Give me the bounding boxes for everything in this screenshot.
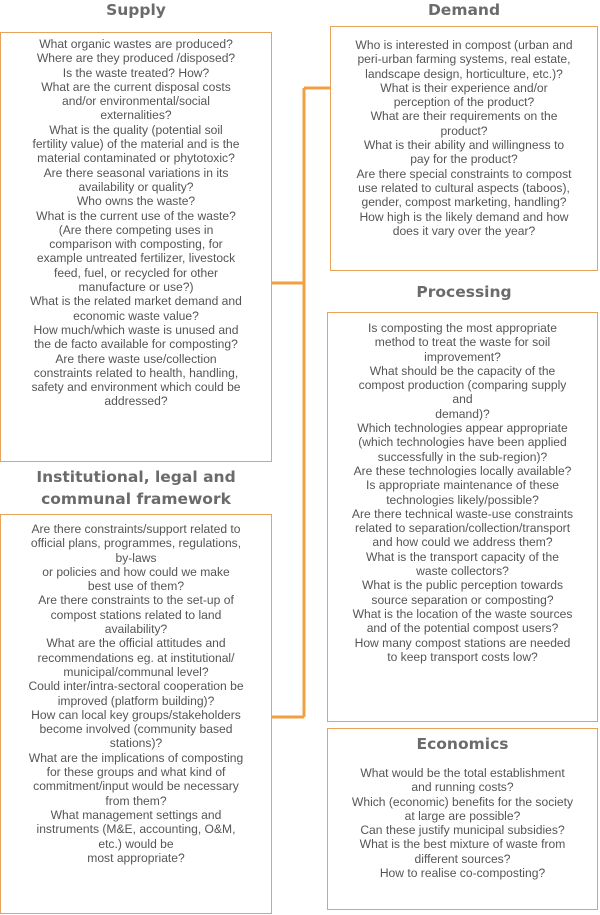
question-line: Are there technical waste-use constraints	[351, 506, 574, 521]
question-line: What are their requirements on the	[370, 109, 558, 124]
institutional-box	[0, 514, 272, 914]
question-line: different sources?	[414, 851, 511, 866]
supply-box	[0, 32, 272, 462]
question-line: technologies likely/possible?	[386, 492, 539, 507]
question-line: What is the location of the waste sources	[352, 606, 573, 621]
question-line: and of the potential compost users?	[366, 621, 559, 636]
question-line: commitment/input would be necessary	[33, 779, 239, 794]
question-line: feed, fuel, or recycled for other	[53, 265, 219, 280]
question-line: method to treat the waste for soil	[374, 335, 551, 350]
question-line: Are there waste use/collection	[55, 351, 217, 366]
question-line: How high is the likely demand and how	[359, 209, 569, 224]
question-line: What would be the total establishment	[360, 766, 565, 780]
question-line: What is the public perception towards	[362, 578, 563, 593]
question-line: source separation or composting?	[371, 592, 554, 607]
question-line: Are there constraints to the set-up of	[38, 593, 234, 608]
question-line: most appropriate?	[87, 850, 185, 865]
demand-box	[330, 26, 598, 271]
question-line: and/or environmental/social	[62, 94, 210, 109]
question-line: stations)?	[109, 736, 163, 751]
question-line: compost production (comparing supply	[358, 378, 567, 393]
question-line: Are there constraints/support related to	[31, 522, 241, 536]
question-line: What management settings and	[50, 807, 222, 822]
question-line: for these groups and what kind of	[46, 765, 226, 780]
question-line: does it vary over the year?	[392, 223, 536, 238]
question-line: externalities?	[100, 108, 172, 123]
question-line: fertility value) of the material and is the	[32, 137, 240, 152]
institutional-heading	[0, 466, 272, 510]
question-line: How much/which waste is unused and	[33, 322, 239, 337]
question-line: successfully in the sub-region)?	[377, 449, 548, 464]
question-line: and	[452, 392, 473, 407]
question-line: Are there seasonal variations in its	[43, 165, 229, 180]
question-line: How many compost stations are needed	[354, 635, 571, 650]
question-line: etc.) would be	[98, 836, 174, 851]
question-line: Who owns the waste?	[76, 194, 196, 209]
question-line: constraints related to health, handling,	[33, 365, 239, 380]
institutional-heading-line1: Institutional, legal and	[36, 468, 236, 486]
question-line: How to realise co-composting?	[379, 866, 546, 881]
question-line: use related to cultural aspects (taboos),	[358, 180, 570, 195]
question-line: What are the current disposal costs	[41, 79, 231, 94]
question-line: product?	[440, 123, 488, 138]
question-line: and how could we address them?	[372, 535, 553, 550]
economics-box	[327, 728, 598, 910]
question-line: by-laws	[115, 550, 157, 565]
question-line: safety and environment which could be	[31, 380, 241, 395]
question-line: or policies and how could we make	[42, 564, 230, 579]
question-line: availability?	[104, 622, 168, 637]
supply-heading: Supply	[106, 1, 166, 19]
question-line: How can local key groups/stakeholders	[31, 707, 241, 722]
question-line: waste collectors?	[416, 564, 509, 579]
question-line: What is the current use of the waste?	[36, 208, 236, 223]
question-line: Are these technologies locally available?	[353, 463, 572, 478]
question-line: related to separation/collection/transport	[354, 521, 571, 536]
question-line: become involved (community based	[39, 722, 233, 737]
question-line: to keep transport costs low?	[387, 649, 538, 664]
demand-heading: Demand	[427, 1, 501, 19]
question-line: (which technologies have been applied	[358, 435, 567, 450]
question-line: the de facto available for composting?	[34, 337, 238, 352]
economics-question-list	[328, 766, 597, 880]
question-line: economic waste value?	[73, 308, 199, 323]
question-line: peri-urban farming systems, real estate,	[357, 52, 571, 67]
question-line: What is the related market demand and	[30, 294, 242, 309]
question-line: recommendations eg. at institutional/	[37, 650, 235, 665]
question-line: Which (economic) benefits for the society	[351, 794, 574, 809]
question-line: comparison with composting, for	[49, 237, 223, 252]
institutional-heading-line2: communal framework	[41, 490, 231, 508]
question-line: example untreated fertilizer, livestock	[36, 251, 236, 266]
question-line: material contaminated or phytotoxic?	[37, 151, 235, 166]
question-line: What is their experience and/or	[380, 80, 548, 95]
processing-question-list	[328, 321, 597, 664]
question-line: instruments (M&E, accounting, O&M,	[36, 822, 236, 837]
demand-question-list	[331, 38, 597, 238]
question-line: What is the transport capacity of the	[366, 549, 559, 564]
question-line: What are the implications of composting	[28, 750, 244, 765]
question-line: Where are they produced /disposed?	[36, 51, 236, 66]
question-line: municipal/communal level?	[63, 664, 209, 679]
question-line: Can these justify municipal subsidies?	[360, 823, 565, 838]
question-line: availability or quality?	[78, 179, 194, 194]
question-line: What is their ability and willingness to	[363, 138, 565, 153]
question-line: improved (platform building)?	[57, 693, 215, 708]
question-line: best use of them?	[87, 579, 185, 594]
question-line: Is composting the most appropriate	[368, 321, 557, 335]
question-line: What should be the capacity of the	[369, 363, 556, 378]
question-line: addressed?	[104, 394, 168, 409]
question-line: compost stations related to land	[50, 607, 222, 622]
question-line: pay for the product?	[410, 152, 518, 167]
question-line: at large are possible?	[404, 808, 521, 823]
question-line: Are there special constraints to compost	[356, 166, 572, 181]
question-line: Is appropriate maintenance of these	[366, 478, 559, 493]
question-line: What is the best mixture of waste from	[359, 837, 566, 852]
processing-box	[327, 312, 598, 722]
processing-heading: Processing	[416, 283, 512, 301]
question-line: Could inter/intra-sectoral cooperation be	[28, 679, 244, 694]
question-line: perception of the product?	[393, 95, 535, 110]
connector-bracket	[271, 88, 331, 717]
question-line: official plans, programmes, regulations,	[30, 536, 242, 551]
question-line: Which technologies appear appropriate	[357, 421, 568, 436]
question-line: and running costs?	[411, 780, 514, 795]
question-line: demand)?	[435, 406, 490, 421]
supply-question-list	[1, 37, 271, 409]
question-line: What organic wastes are produced?	[39, 37, 233, 51]
question-line: What are the official attitudes and	[46, 636, 226, 651]
economics-heading: Economics	[416, 735, 509, 753]
question-line: gender, compost marketing, handling?	[361, 195, 567, 210]
question-line: Is the waste treated? How?	[62, 65, 210, 80]
question-line: (Are there competing uses in	[58, 222, 214, 237]
question-line: manufacture or use?)	[78, 280, 194, 295]
institutional-question-list	[1, 522, 271, 865]
question-line: What is the quality (potential soil	[49, 122, 223, 137]
question-line: Who is interested in compost (urban and	[355, 38, 573, 52]
question-line: improvement?	[424, 349, 501, 364]
question-line: landscape design, horticulture, etc.)?	[365, 66, 563, 81]
question-line: from them?	[105, 793, 167, 808]
